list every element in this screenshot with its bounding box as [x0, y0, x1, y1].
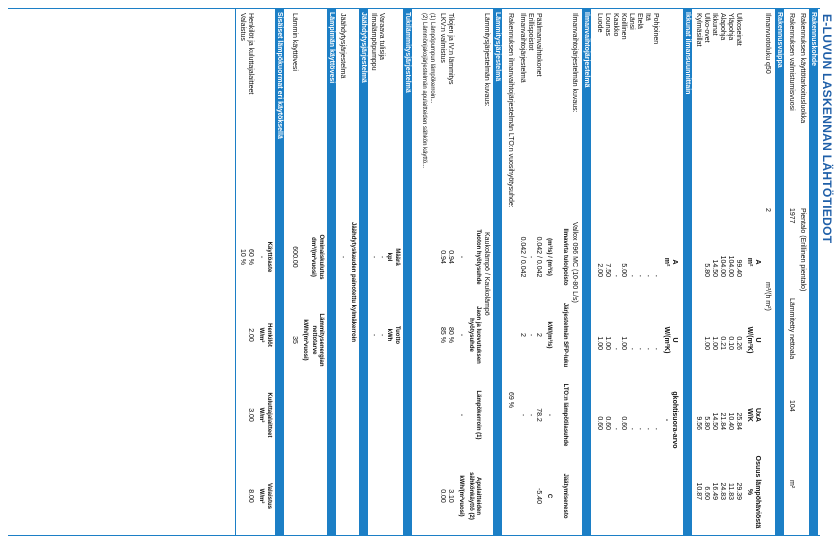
- ikkunat-row-name: Lounas: [604, 13, 611, 36]
- ilmanvaihto-row-c4: -5.40: [535, 488, 542, 504]
- lammitys-col4: Apulaitteiden sähkönkäyttö (2): [468, 472, 481, 520]
- frame-bottom-line: [235, 8, 236, 535]
- ikkunat-col-u-unit: W/(m²K): [663, 326, 670, 354]
- tulisijat-row-name: Ilmalämpöpumppu: [370, 13, 377, 71]
- section-header-jaahdytys: Jäähdytysjärjestelmä: [359, 8, 368, 535]
- ilmanvaihto-row-c2: 2: [535, 333, 542, 337]
- vaippa-row-osuus: 16.49: [711, 482, 718, 500]
- ilmanvaihto-row-c1: -: [527, 255, 534, 259]
- lkv-label: Lämmin käyttövesi: [291, 13, 298, 71]
- tulisijat-row-c1: -: [378, 255, 385, 259]
- sisaiset-row-name: Valaistus: [239, 13, 246, 41]
- lammitys-row-c2: 85 %: [439, 327, 446, 343]
- sisaiset-row-c1: 60 %: [247, 249, 254, 265]
- ilmanvaihto-hyotysuhde-value: 69 %: [507, 392, 514, 408]
- ikkunat-row-u: 1.00: [604, 336, 611, 350]
- ikkunat-row-a: -: [652, 274, 659, 277]
- lammitys-col2-unit: -: [458, 334, 464, 336]
- ilmanvaihto-col2-unit: kW/(m³/s): [546, 321, 552, 349]
- vaippa-row-ua: 9.56: [695, 416, 702, 430]
- jaahdytys-value: -: [339, 255, 346, 259]
- vaippa-col-osuus: Osuus lämpöhäviöstä: [754, 455, 761, 529]
- lammitys-col3-unit: -: [458, 414, 464, 416]
- lkv-c1: 600.00: [291, 246, 298, 268]
- tulisijat-row-c2: -: [370, 333, 377, 337]
- ilmanvaihto-col4-unit: C: [546, 493, 552, 499]
- ikkunat-row-g: -: [628, 427, 635, 430]
- ilmanvuotoluku-unit: m³/(h m²): [764, 282, 771, 311]
- lammitys-row-c2: 80 %: [447, 327, 454, 343]
- ikkunat-row-g: -: [652, 427, 659, 430]
- sisaiset-row-c1: 10 %: [239, 249, 246, 265]
- vaippa-row-u: 1.00: [711, 336, 718, 350]
- ilmanvaihto-hyotysuhde-label: Rakennuksen ilmanvaihtojärjestelmän LTO:n vuosihyötysuhde:: [507, 13, 514, 208]
- vaippa-col-ua-unit: W/K: [746, 408, 753, 422]
- vaippa-col-a: A: [754, 259, 761, 265]
- lammitys-col2: Jaon ja luovutuksen hyötysuhde: [468, 306, 481, 364]
- ikkunat-row-g: 0.60: [620, 416, 627, 430]
- ikkunat-col-g: gkohtisuora-arvo: [671, 391, 678, 449]
- ilmanvaihto-row-name: Päälmanvaihtokonet: [535, 13, 542, 77]
- tulisijat-col1: Määrä: [394, 248, 400, 266]
- tulisijat-row-c2: -: [378, 333, 385, 337]
- ilmanvaihto-row-c2: 2: [519, 333, 526, 337]
- vaippa-col-u: U: [754, 337, 761, 343]
- section-header-lammitys: Lämmitysjärjestelmä: [493, 8, 502, 535]
- ikkunat-row-a: 5.00: [620, 263, 627, 277]
- tulisijat-col2: Tuotto: [394, 325, 400, 345]
- ikkunat-col-g-unit: -: [663, 418, 670, 422]
- vaippa-row-a: 14.50: [711, 259, 718, 277]
- vaippa-row-osuus: 11.83: [727, 483, 734, 500]
- ikkunat-row-u: 1.00: [620, 336, 627, 350]
- lammitys-col1-unit: -: [458, 256, 464, 258]
- lammitys-row-c1: 0.94: [439, 250, 446, 264]
- ilmanvaihto-kuvaus-value: Vallox 096 MC (10-80 L/s): [571, 222, 578, 303]
- lammitys-kuvaus-value: Kaukolämpö / Kaukolämpö: [483, 232, 490, 316]
- ilmanvaihto-row-c1: 0.042 / 0.042: [535, 236, 542, 278]
- lammitys-col4-unit: kWh/(m²vuosi): [458, 475, 464, 517]
- ikkunat-row-a: -: [644, 274, 651, 277]
- valmistumisvuosi-value: 1977: [788, 208, 795, 224]
- sisaiset-col3-unit: W/m²: [258, 407, 264, 423]
- sisaiset-col4: Valaistus: [266, 482, 272, 509]
- ilmanvaihto-row-c2: -: [527, 333, 534, 337]
- vaippa-row-a: 99.40: [735, 259, 742, 277]
- lammitys-kuvaus-label: Lämmitysjärjestelmän kuvaus:: [483, 13, 490, 107]
- sisaiset-row-c2: 2.00: [247, 328, 254, 342]
- section-header-tulisijat: Tukilämmitysjärjestelmä: [403, 8, 412, 535]
- ilmanvaihto-row-c3: -: [527, 413, 534, 417]
- vaippa-row-name: Ikkunat: [711, 13, 718, 36]
- vaippa-col-u-unit: W/(m²K): [746, 326, 753, 354]
- ilmanvaihto-col3: LTO:n lämpötilasuhde: [562, 383, 568, 447]
- ikkunat-row-u: -: [636, 347, 643, 350]
- ilmanvaihto-col1-unit: (m³/s) / (m³/s): [546, 238, 552, 276]
- vaippa-row-a: 104.00: [719, 255, 726, 277]
- vaippa-row-name: Ulko-ovet: [703, 13, 710, 43]
- lkv-col1: Ominaiskulutus: [318, 234, 324, 280]
- section-header-sisaiset: Sisäiset lämpökuormat eri käytöksellä: [275, 8, 284, 535]
- tulisijat-row-c1: -: [370, 255, 377, 259]
- kayttotarkoitus-value: Pientalo (Erillinen pientalo): [799, 208, 806, 292]
- ikkunat-row-a: -: [628, 274, 635, 277]
- vaippa-row-ua: 14.50: [711, 412, 718, 430]
- lkv-col1-unit: dm³/(m²vuosi): [310, 237, 316, 277]
- vaippa-row-ua: 10.40: [727, 412, 734, 430]
- vaippa-row-osuus: 29.39: [735, 482, 742, 500]
- vaippa-row-name: Yläpohja: [727, 13, 734, 41]
- lammitys-row-name: LKV:n valmistus: [439, 13, 446, 63]
- lammitetty-value: 104: [788, 400, 795, 412]
- section-header-rakennus: Rakennuskohde: [809, 8, 818, 535]
- ikkunat-row-u: -: [644, 347, 651, 350]
- ilmanvaihto-row-name: Ilmanvaihtojärjestelmä: [519, 13, 526, 83]
- ikkunat-row-g: -: [636, 427, 643, 430]
- ilmanvaihto-col1: Ilmavirta tulo/poisto: [562, 228, 568, 286]
- frame-left-line: [8, 8, 820, 9]
- lammitys-note2: (2) Lämmönjakojärjestelmän apulaitteiden sähkön käyttö...: [421, 13, 427, 169]
- ilmanvaihto-kuvaus-label: Ilmanvaihtojärjestelmän kuvaus:: [571, 13, 578, 113]
- sisaiset-col2-unit: W/m²: [258, 327, 264, 343]
- ikkunat-row-a: 7.50: [604, 263, 611, 277]
- vaippa-row-a: 104.00: [727, 255, 734, 277]
- vaippa-row-u: 0.21: [719, 336, 726, 350]
- ilmanvaihto-col2: Järjestelmän SFP-luku: [562, 302, 568, 368]
- sisaiset-row-c3: 3.00: [247, 408, 254, 422]
- vaippa-row-osuus: 10.87: [695, 482, 702, 500]
- jaahdytys-label: Jäähdytysjärjestelmä: [339, 13, 346, 79]
- ilmanvuotoluku-value: 2: [764, 208, 771, 212]
- vaippa-col-ua: UxA: [754, 407, 761, 422]
- ikkunat-row-name: Pohjoinen: [652, 13, 659, 45]
- ikkunat-row-u: -: [612, 347, 619, 350]
- tulisijat-col2-unit: kWh: [386, 328, 392, 342]
- lkv-c2: 35: [291, 336, 298, 344]
- vaippa-row-name: Ulkoseinät: [735, 13, 742, 46]
- vaippa-row-ua: 25.84: [735, 412, 742, 430]
- vaippa-row-u: 0.10: [727, 336, 734, 350]
- jaahdytys-col1: Jäähdytyskauden painotettu kylmäkerroin: [350, 222, 356, 343]
- vaippa-row-u: 1.00: [703, 336, 710, 350]
- lammitys-row-name: Tilojen ja IV:n lämmitys: [447, 13, 454, 85]
- lammitys-row-c1: 0.94: [447, 250, 454, 264]
- ikkunat-col-a-unit: m²: [663, 257, 670, 267]
- ikkunat-row-a: 2.00: [596, 263, 603, 277]
- ikkunat-row-g: -: [644, 427, 651, 430]
- vaippa-row-osuus: 6.60: [703, 486, 710, 500]
- lammitys-note1: (1) Lämpöpumpun lämpökerroin...: [429, 13, 435, 104]
- valmistumisvuosi-label: Rakennuksen valmistumisvuosi: [788, 13, 795, 111]
- sisaiset-col1-unit: -: [258, 256, 264, 258]
- ikkunat-row-name: Koillinen: [620, 13, 627, 40]
- ilmanvaihto-row-c3: 78.2: [535, 408, 542, 422]
- vaippa-row-u: 0.26: [735, 336, 742, 350]
- vaippa-col-a-unit: m²: [746, 257, 753, 267]
- ilmanvaihto-col3-unit: -: [546, 414, 552, 416]
- vaippa-row-a: 5.80: [703, 263, 710, 277]
- ikkunat-row-name: Luode: [596, 13, 603, 33]
- sisaiset-col3: Kuluttajalaitteet: [266, 392, 272, 438]
- ikkunat-row-name: Itä: [644, 13, 651, 21]
- ilmanvaihto-row-c3: -: [519, 413, 526, 417]
- vaippa-row-name: Kylmäsillat: [695, 13, 702, 47]
- lammitetty-unit: m²: [788, 480, 795, 489]
- ikkunat-row-u: -: [628, 347, 635, 350]
- vaippa-row-ua: 5.80: [703, 416, 710, 430]
- section-header-ilmanvaihto: Ilmanvaihtojärjestelmä: [582, 8, 591, 535]
- vaippa-row-name: Alapohja: [719, 13, 726, 41]
- ilmanvaihto-row-c1: 0.042 / 0.042: [519, 236, 526, 278]
- vaippa-row-osuus: 24.83: [719, 482, 726, 500]
- ikkunat-col-u: U: [671, 337, 678, 343]
- section-header-lkv: Lämpimän käyttövesi: [327, 8, 336, 535]
- kayttotarkoitus-label: Rakennuksen käyttötarkoitusluokka: [799, 13, 806, 124]
- ikkunat-row-name: Etelä: [636, 13, 643, 29]
- ikkunat-row-g: 0.60: [596, 416, 603, 430]
- lkv-col2-unit: kWh/(m²vuosi): [302, 319, 308, 361]
- sisaiset-col1: Käyttöaste: [266, 241, 272, 273]
- tulisijat-col1-unit: kpl: [386, 252, 392, 262]
- section-header-ikkunat: Ikkunat ilmansuunnittain: [683, 8, 692, 535]
- lammitys-row-c4: 0.00: [439, 489, 446, 503]
- vaippa-col-osuus-unit: %: [746, 488, 753, 496]
- lammitys-col3: Lämpökerroin (1): [475, 390, 481, 440]
- ikkunat-col-a: A: [671, 259, 678, 265]
- section-header-vaippa: Rakennusvaippa: [775, 8, 784, 535]
- lammitys-row-c4: 3.10: [447, 489, 454, 503]
- sisaiset-col4-unit: W/m²: [258, 488, 264, 504]
- lkv-col2: Lämmitysenergian nettotarve: [311, 313, 324, 367]
- ikkunat-row-g: 0.60: [604, 416, 611, 430]
- ikkunat-row-a: -: [636, 274, 643, 277]
- ikkunat-row-u: -: [652, 347, 659, 350]
- tulisijat-row-name: Varaava tulisija: [378, 13, 385, 60]
- ikkunat-row-g: -: [612, 427, 619, 430]
- ikkunat-row-a: -: [612, 274, 619, 277]
- ilmanvaihto-row-name: Erillispoistot: [527, 13, 534, 51]
- ikkunat-row-name: Kaakko: [612, 13, 619, 37]
- ilmanvaihto-col4: Jäätymisenesto: [562, 473, 568, 519]
- sisaiset-row-name: Henkilöt ja kuluttajalaitteet: [247, 13, 254, 95]
- lammitetty-label: Lämmitetty nettoala: [788, 298, 795, 360]
- frame-right-line: [8, 535, 820, 536]
- ikkunat-row-u: 1.00: [596, 336, 603, 350]
- ikkunat-row-name: Länsi: [628, 13, 635, 30]
- sisaiset-row-c4: 8.00: [247, 489, 254, 503]
- document-title: E-LUVUN LASKENNAN LÄHTÖTIEDOT: [820, 14, 834, 244]
- lammitys-col1: Tuoton hyötysuhde: [475, 229, 481, 285]
- ilmanvuotoluku-label: Ilmanvuotoluku q50: [764, 13, 771, 74]
- vaippa-row-ua: 21.84: [719, 412, 726, 430]
- sisaiset-col2: Henkilöt: [266, 323, 272, 347]
